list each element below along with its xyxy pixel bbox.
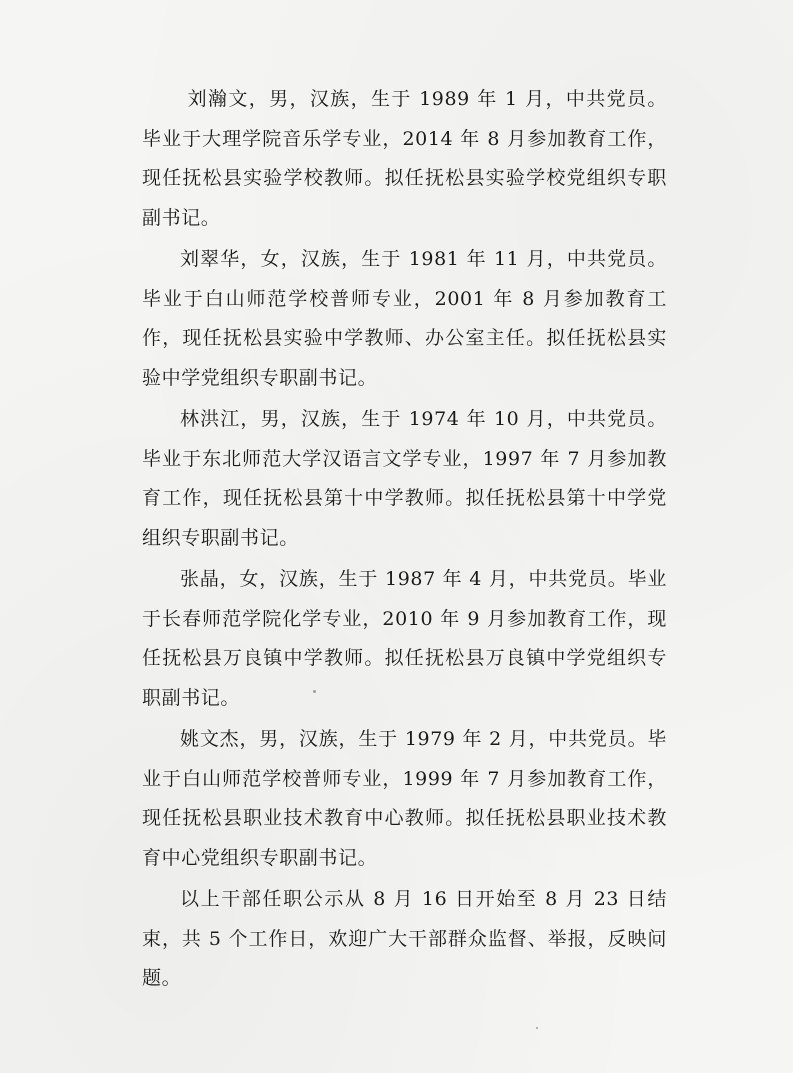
paragraph-liu-cuihua: 刘翠华，女，汉族，生于 1981 年 11 月，中共党员。毕业于白山师范学校普师专业，2001 年 8 月参加教育工作，现任抚松县实验中学教师、办公室主任。拟任抚松县实验中学党组织专职副书记。: [142, 248, 667, 389]
paragraph-notice: 以上干部任职公示从 8 月 16 日开始至 8 月 23 日结束，共 5 个工作日，欢迎广大干部群众监督、举报，反映问题。: [142, 888, 667, 989]
scan-speck: [313, 690, 316, 693]
paragraph-yao-wenjie: 姚文杰，男，汉族，生于 1979 年 2 月，中共党员。毕业于白山师范学校普师专业，1999 年 7 月参加教育工作，现任抚松县职业技术教育中心教师。拟任抚松县职业技术教育中心党组织专职副书记。: [142, 728, 667, 869]
scan-speck: [655, 942, 658, 945]
paragraph-zhang-jing: 张晶，女，汉族，生于 1987 年 4 月，中共党员。毕业于长春师范学院化学专业，2010 年 9 月参加教育工作，现任抚松县万良镇中学教师。拟任抚松县万良镇中学党组织专职副书记。: [142, 568, 667, 709]
document-body: [142, 80, 667, 1001]
scan-speck: [536, 1027, 538, 1029]
paragraph-liu-hanwen: 刘瀚文，男，汉族，生于 1989 年 1 月，中共党员。毕业于大理学院音乐学专业，2014 年 8 月参加教育工作，现任抚松县实验学校教师。拟任抚松县实验学校党组织专职副书记。: [142, 88, 667, 229]
paragraph-lin-hongjiang: 林洪江，男，汉族，生于 1974 年 10 月，中共党员。毕业于东北师范大学汉语言文学专业，1997 年 7 月参加教育工作，现任抚松县第十中学教师。拟任抚松县第十中学党组织专职副书记。: [142, 408, 667, 549]
